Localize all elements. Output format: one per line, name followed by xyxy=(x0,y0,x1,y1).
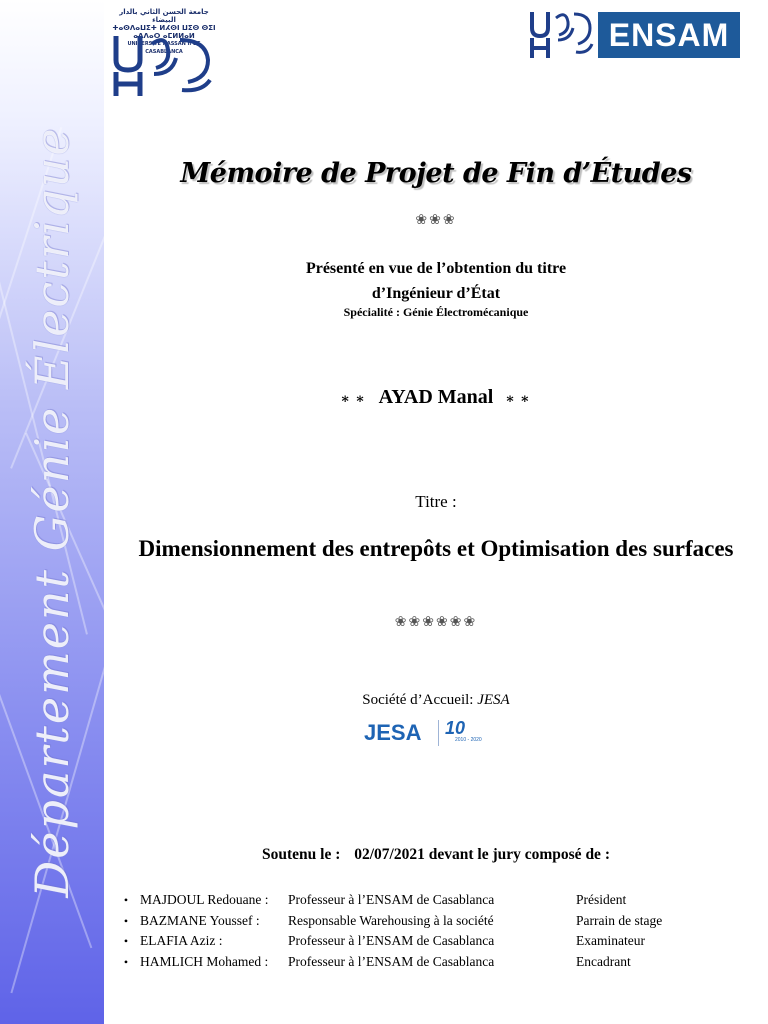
department-label: Département Génie Électrique xyxy=(25,126,79,898)
host-company xyxy=(104,692,768,709)
ensam-label: ENSAM xyxy=(598,12,740,58)
author-line xyxy=(104,386,768,409)
jury-name: BAZMANE Youssef : xyxy=(140,912,260,928)
jesa-logo xyxy=(364,720,484,748)
star-ornament-icon: ⁎ ⁎ xyxy=(506,390,531,406)
jury-name: MAJDOUL Redouane : xyxy=(140,892,269,907)
degree-line-1: Présenté en vue de l’obtention du titre xyxy=(305,260,567,277)
jury-function: Examinateur xyxy=(576,933,645,948)
jesa-logo-text: JESA xyxy=(364,720,422,745)
list-item xyxy=(112,952,752,973)
university-name-tifinagh: ⵜⴰⵙⴷⴰⵡⵉⵜ ⵍⵃⵙⵏ ⵡⵉⵙ ⵙⵉⵏ ⴰⴷⴷⴰⵔ ⴰⵎⵍⵍⴰⵍ xyxy=(112,24,216,40)
jury-list xyxy=(112,890,752,972)
bullet-icon: • xyxy=(123,913,129,928)
bullet-icon: • xyxy=(123,934,129,948)
university-name-latin: UNIVERSITÉ HASSAN II DE CASABLANCA xyxy=(127,41,201,55)
jury-role: Professeur à l’ENSAM de Casablanca xyxy=(288,892,495,907)
author-name: AYAD Manal xyxy=(378,386,494,408)
uh-emblem-icon xyxy=(110,34,216,98)
jury-role: Professeur à l’ENSAM de Casablanca xyxy=(288,953,495,969)
host-company-name: JESA xyxy=(477,692,510,708)
bullet-icon: • xyxy=(123,893,129,907)
specialty: Spécialité : Génie Électromécanique xyxy=(343,305,529,319)
jury-name: HAMLICH Mohamed : xyxy=(140,953,269,969)
flower-ornament-icon: ❀❀❀ xyxy=(415,212,457,228)
anniversary-years: 2010 - 2020 xyxy=(455,737,482,743)
jury-role: Responsable Warehousing à la société xyxy=(288,912,494,928)
anniversary-badge xyxy=(438,720,481,746)
university-name-arabic: جامعة الحسن الثاني بالدار البيضاء xyxy=(119,8,209,24)
jury-role: Professeur à l’ENSAM de Casablanca xyxy=(288,933,495,948)
title-label: Titre : xyxy=(415,492,457,511)
defense-date: 02/07/2021 devant le jury composé de : xyxy=(354,846,610,863)
decorative-sidebar xyxy=(0,0,104,1024)
bullet-icon: • xyxy=(123,954,129,969)
anniversary-number: 10 xyxy=(445,718,466,738)
uh-emblem-small-icon xyxy=(528,10,594,60)
university-logo xyxy=(108,8,220,98)
degree-statement xyxy=(104,256,768,306)
host-company-label: Société d’Accueil: xyxy=(362,692,474,708)
list-item xyxy=(112,890,752,911)
jury-function: Encadrant xyxy=(576,953,631,969)
document-title: Mémoire de Projet de Fin d’Études xyxy=(180,158,692,189)
jury-function: Président xyxy=(576,892,627,907)
degree-line-2: d’Ingénieur d’État xyxy=(371,285,501,302)
jury-name: ELAFIA Aziz : xyxy=(140,933,223,948)
jury-function: Parrain de stage xyxy=(576,912,663,928)
defense-line xyxy=(104,846,768,864)
flower-ornament-icon: ❀❀❀❀❀❀ xyxy=(394,614,478,630)
ensam-logo xyxy=(528,10,740,60)
defense-label: Soutenu le : xyxy=(262,846,341,863)
thesis-title: Dimensionnement des entrepôts et Optimisation des surfaces xyxy=(138,536,734,561)
list-item xyxy=(112,911,752,932)
list-item xyxy=(112,931,752,952)
star-ornament-icon: ⁎ ⁎ xyxy=(341,390,366,406)
